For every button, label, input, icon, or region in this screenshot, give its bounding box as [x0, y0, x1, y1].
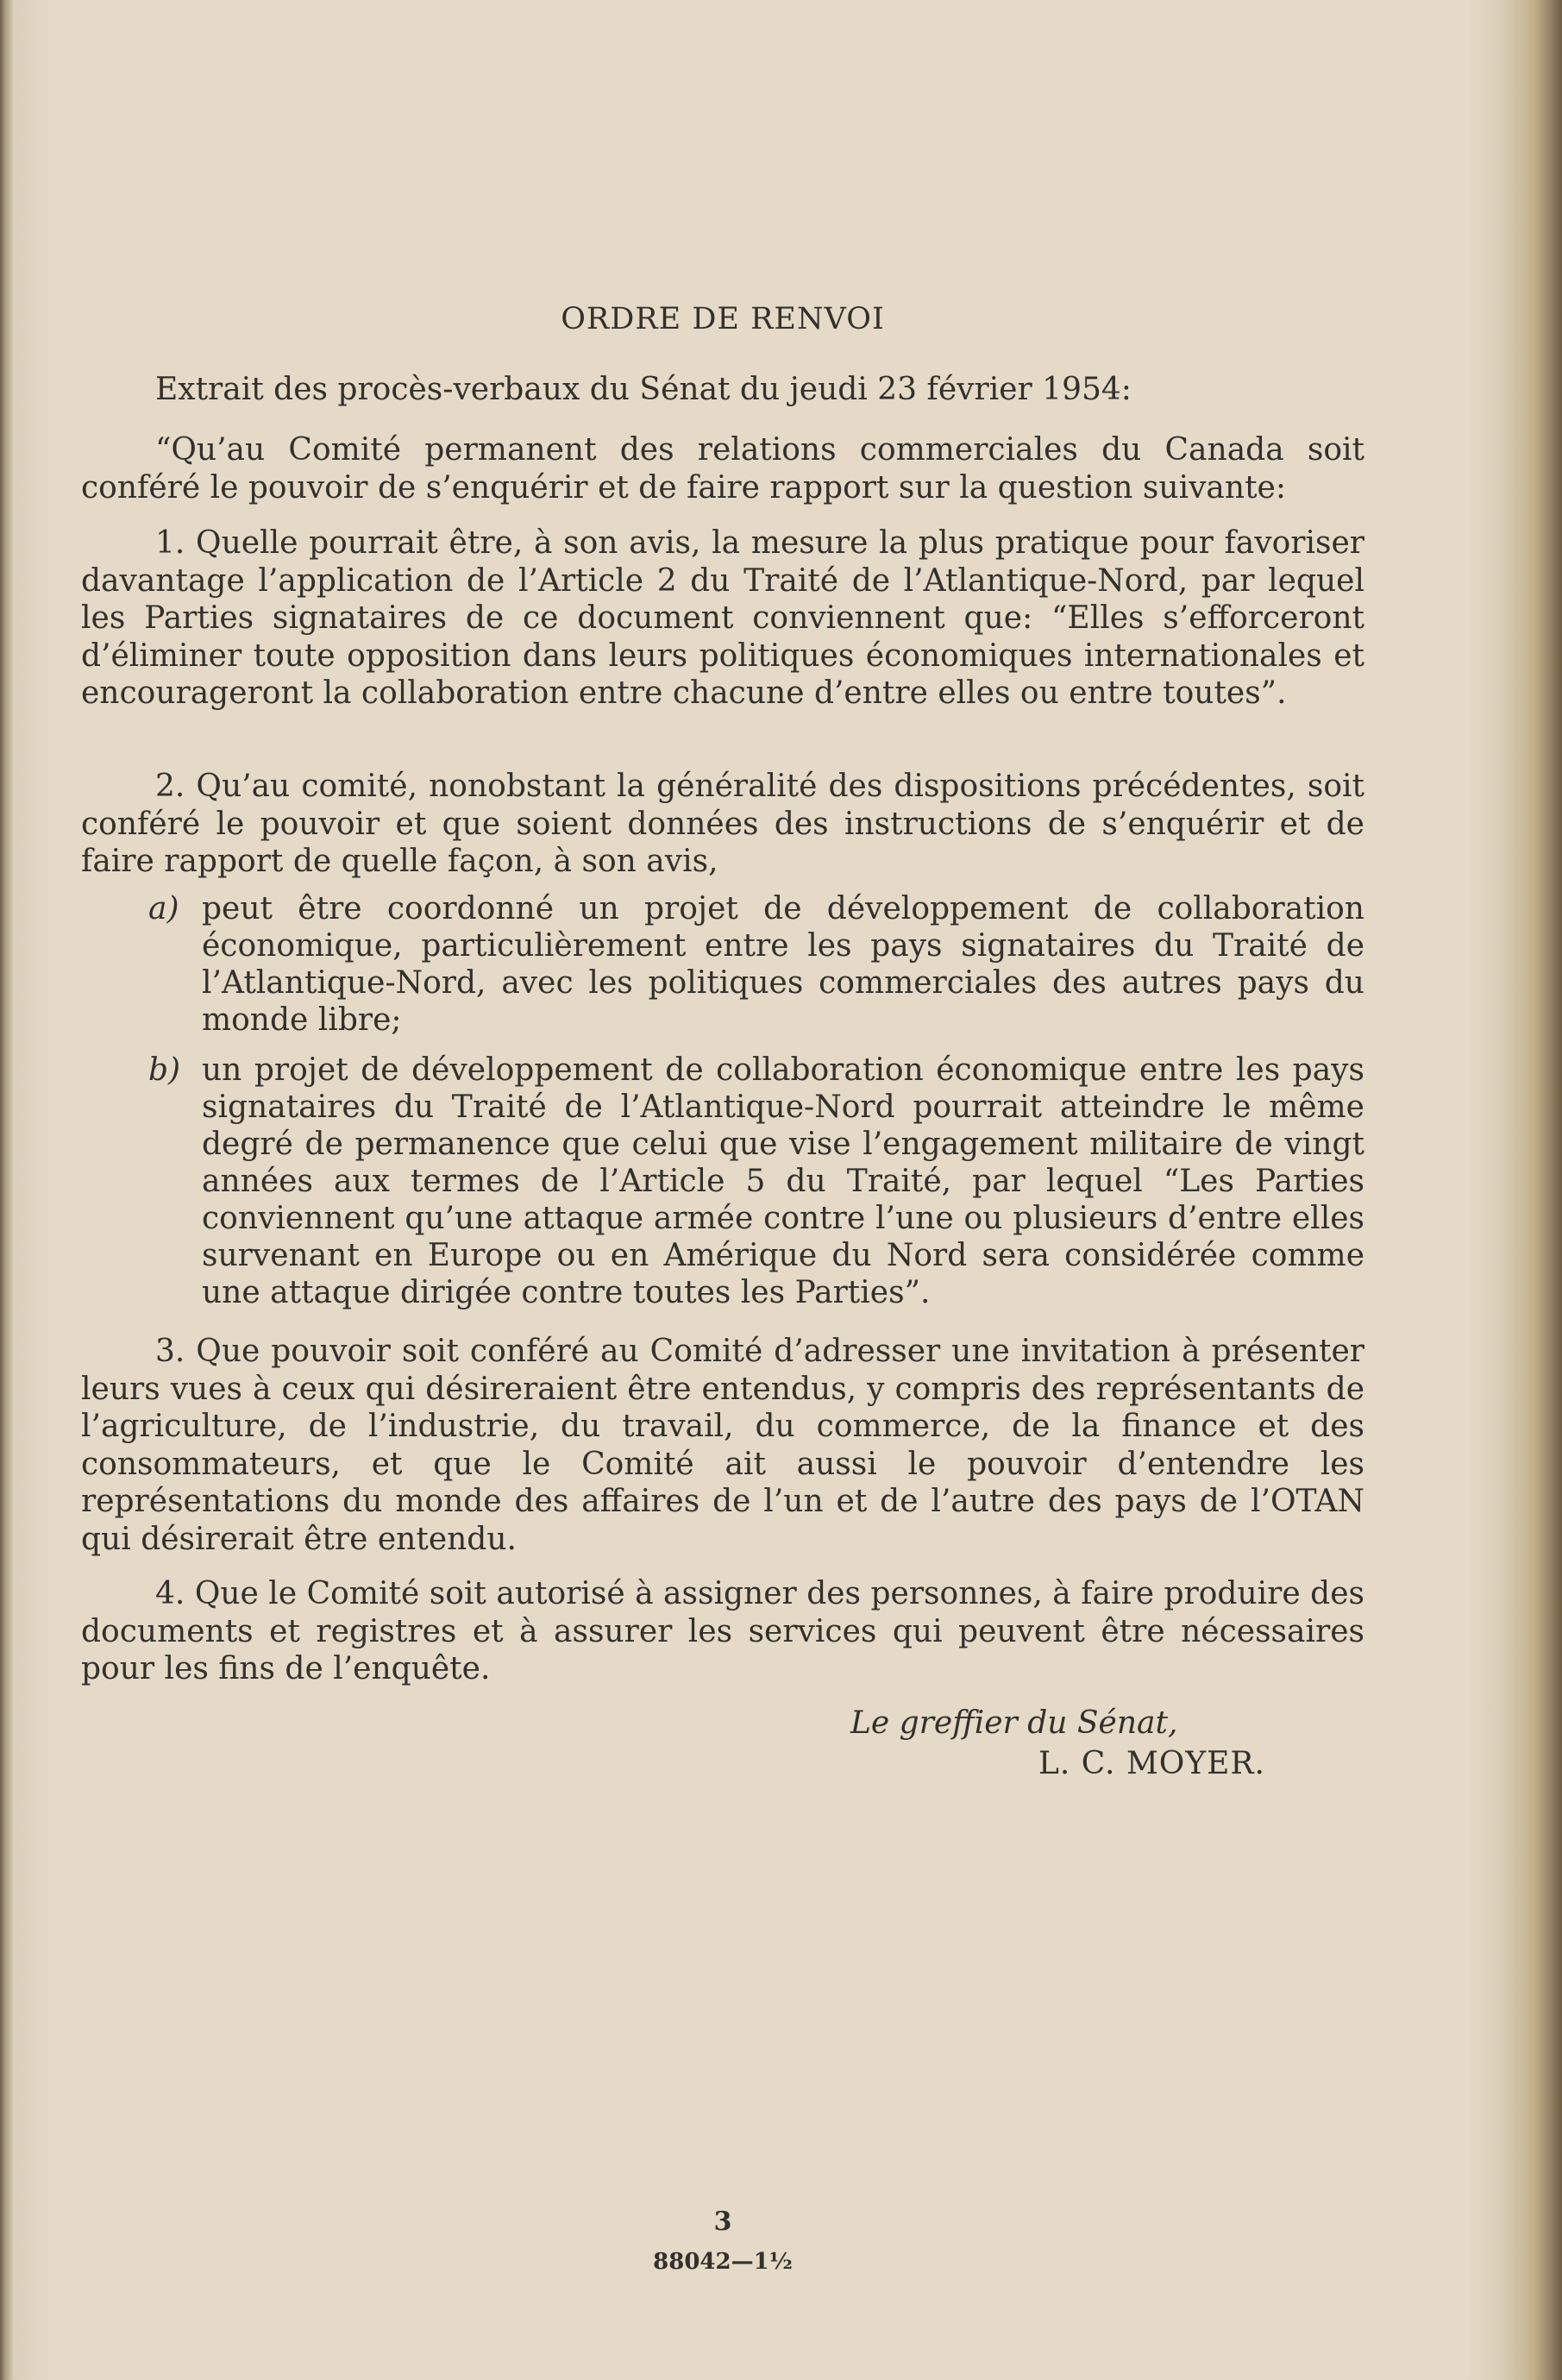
intro-paragraph: “Qu’au Comité permanent des relations commerciales du Canada soit conféré le pouvoir de s’enquérir et de faire rapport sur la question suivante: — [81, 432, 1364, 506]
page-number: 3 — [713, 2207, 732, 2237]
list-marker-b: b) — [148, 1052, 181, 1088]
paragraph-point-2: 2. Qu’au comité, nonobstant la généralité des dispositions précédentes, soit conféré le pouvoir et que soient données des instructions de s’enquérir et de faire rapport de quelle façon, à son avis, — [81, 769, 1364, 879]
list-item-a-text: peut être coordonné un projet de développement de collaboration économique, particulièrement entre les pays signataires du Traité de l’Atlantique-Nord, avec les politiques commerciales des autres pays du monde libre; — [202, 891, 1364, 1038]
extract-line: Extrait des procès-verbaux du Sénat du jeudi 23 février 1954: — [155, 372, 1132, 407]
document-heading: ORDRE DE RENVOI — [561, 302, 885, 336]
paragraph-point-3: 3. Que pouvoir soit conféré au Comité d’adresser une invitation à présenter leurs vues à ceux qui désireraient être entendus, y compris des représentants de l’agriculture, de l’industrie, du travail, du commerce, de la finance et des consommateurs, et que le Comité ait aussi le pouvoir d’entendre les représentations du monde des affaires de l’un et de l’autre des pays de l’OTAN qui désirerait être entendu. — [81, 1334, 1364, 1557]
signature-name: L. C. MOYER. — [1038, 1746, 1265, 1781]
list-item-a — [148, 890, 1364, 1039]
paragraph-point-1: 1. Quelle pourrait être, à son avis, la mesure la plus pratique pour favoriser davantage l’application de l’Article 2 du Traité de l’Atlantique-Nord, par lequel les Parties signataires de ce document conviennent que: “Elles s’efforceront d’éliminer toute opposition dans leurs politiques économiques internationales et encourageront la collaboration entre chacune d’entre elles ou entre toutes”. — [81, 525, 1364, 711]
print-code: 88042—1½ — [653, 2249, 793, 2275]
list-marker-a: a) — [148, 891, 179, 926]
list-item-b-text: un projet de développement de collaboration économique entre les pays signataires du Traité de l’Atlantique-Nord pourrait atteindre le même degré de permanence que celui que vise l’engagement militaire de vingt années aux termes de l’Article 5 du Traité, par lequel “Les Parties conviennent qu’une attaque armée contre l’une ou plusieurs d’entre elles survenant en Europe ou en Amérique du Nord sera considérée comme une attaque dirigée contre toutes les Parties”. — [202, 1052, 1364, 1310]
list-item-b — [148, 1052, 1364, 1311]
paragraph-point-4: 4. Que le Comité soit autorisé à assigner des personnes, à faire produire des documents et registres et à assurer les services qui peuvent être nécessaires pour les fins de l’enquête. — [81, 1576, 1364, 1686]
signature-title: Le greffier du Sénat, — [850, 1705, 1178, 1741]
